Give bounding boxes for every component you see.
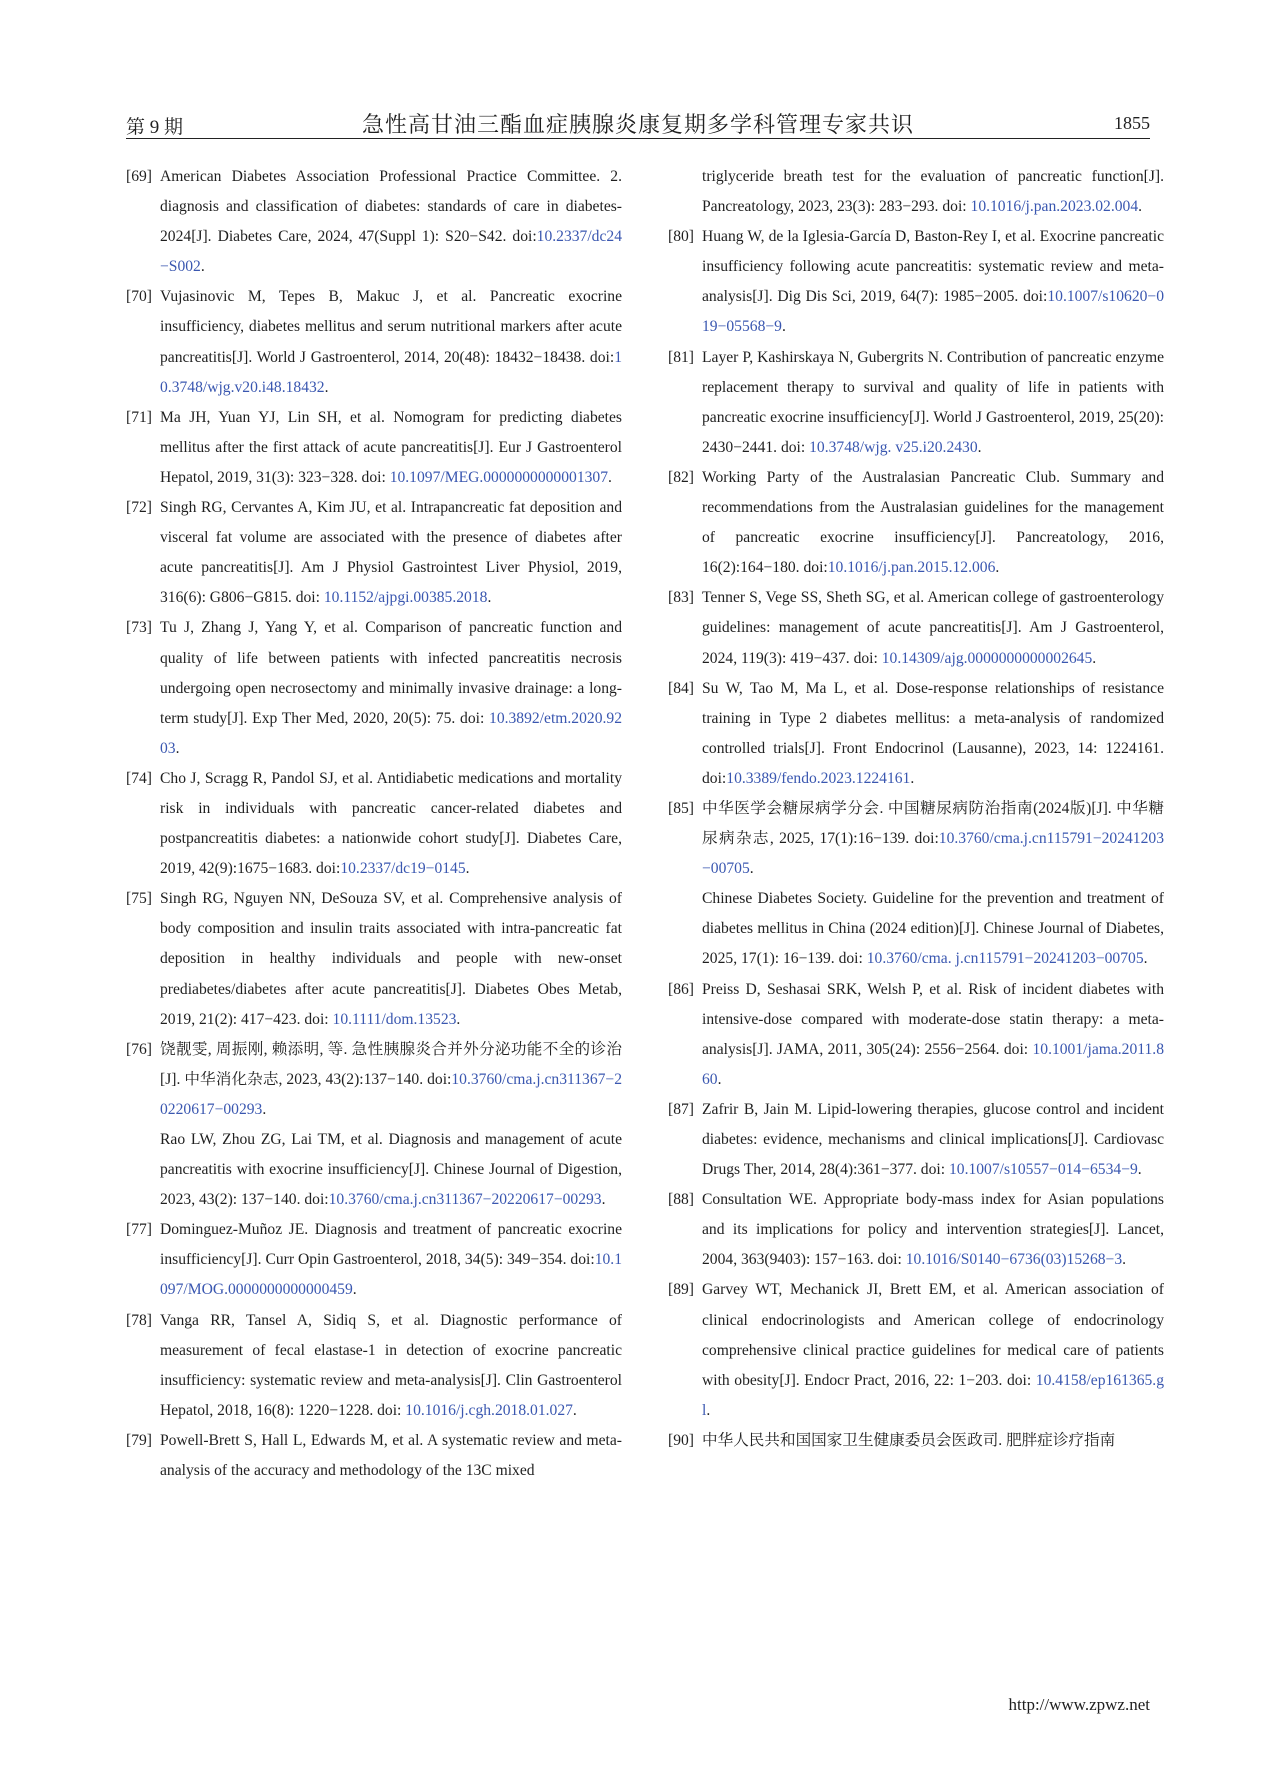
reference-number: [72] (126, 499, 152, 517)
citation-end: . (324, 378, 329, 396)
reference-number: [87] (668, 1100, 694, 1118)
citation-end: . (910, 769, 915, 787)
reference-text (702, 674, 1164, 794)
reference-item (668, 222, 1164, 342)
reference-text (160, 162, 622, 282)
reference-text (160, 1035, 622, 1125)
citation-text: Powell-Brett S, Hall L, Edwards M, et al. A systematic review and meta-analysis of the accuracy and methodology of the 13C mixed (160, 1431, 622, 1480)
doi-link[interactable]: 10.2337/dc19−0145 (340, 860, 466, 878)
citation-end: . (352, 1281, 357, 1299)
citation-end: . (1092, 649, 1097, 667)
citation-end: . (487, 589, 492, 607)
citation-text: Consultation WE. Appropriate body-mass index for Asian populations and its implications for policy and intervention strategies[J]. Lancet, 2004, 363(9403): 157−163. doi: (702, 1191, 1164, 1269)
citation-text: Tenner S, Vege SS, Sheth SG, et al. American college of gastroenterology guidelines: management of acute pancreatitis[J]. Am J Gastroenterol, 2024, 119(3): 419−437. doi: (702, 589, 1164, 667)
doi-link[interactable]: 10.1007/s10557−014−6534−9 (948, 1161, 1138, 1179)
reference-text (160, 493, 622, 613)
reference-translation (702, 884, 1164, 974)
reference-text (702, 583, 1164, 673)
reference-item (668, 1185, 1164, 1275)
reference-number: [84] (668, 679, 694, 697)
reference-number: [88] (668, 1191, 694, 1209)
reference-translation (160, 1125, 622, 1215)
reference-item (668, 463, 1164, 583)
citation-end: . (608, 468, 612, 486)
doi-link[interactable]: 10.1152/ajpgi.00385.2018 (323, 589, 488, 607)
reference-item (126, 1215, 622, 1305)
reference-column-left (126, 162, 622, 1486)
reference-item (126, 764, 622, 884)
doi-link[interactable]: 10.1016/j.pan.2015.12.006 (827, 559, 996, 577)
reference-item (126, 493, 622, 613)
citation-end: . (175, 739, 180, 757)
doi-link[interactable]: 10.1097/MOG.0000000000000459 (160, 1251, 622, 1299)
reference-number: [82] (668, 468, 694, 486)
running-header (126, 108, 1150, 139)
citation-end: . (1137, 1161, 1142, 1179)
reference-text (702, 1275, 1164, 1425)
citation-end: . (465, 860, 470, 878)
citation-text: Vanga RR, Tansel A, Sidiq S, et al. Diagnostic performance of measurement of fecal elastase-1 in detection of exocrine pancreatic insufficiency: systematic review and meta-analysis[J]. Clin Gastroenterol Hepatol, 2018, 16(8): 1220−1228. doi: (160, 1311, 622, 1419)
reference-number: [78] (126, 1311, 152, 1329)
citation-text: 饶靓雯, 周振刚, 赖添明, 等. 急性胰腺炎合并外分泌功能不全的诊治[J]. 中华消化杂志, 2023, 43(2):137−140. doi: (160, 1040, 622, 1088)
citation-text: Layer P, Kashirskaya N, Gubergrits N. Contribution of pancreatic enzyme replacement therapy to survival and quality of life in patients with pancreatic exocrine insufficiency[J]. World J Gastroenterol, 2019, 25(20): 2430−2441. doi: (702, 348, 1164, 456)
doi-link[interactable]: 10.1111/dom.13523 (332, 1010, 457, 1028)
doi-link[interactable]: 10.3760/cma.j.cn311367−20220617−00293 (328, 1191, 602, 1209)
reference-item (126, 403, 622, 493)
footer-url[interactable]: http://www.zpwz.net (1008, 1695, 1150, 1714)
citation-text: Vujasinovic M, Tepes B, Makuc J, et al. Pancreatic exocrine insufficiency, diabetes mellitus and serum nutritional markers after acute pancreatitis[J]. World J Gastroenterol, 2014, 20(48): 18432−18438. doi: (160, 288, 622, 366)
doi-link[interactable]: 10.2337/dc24−S002 (160, 228, 622, 276)
citation-text: Zafrir B, Jain M. Lipid-lowering therapies, glucose control and incident diabetes: evidence, mechanisms and clinical implications[J]. Cardiovasc Drugs Ther, 2014, 28(4):361−377. doi: (702, 1100, 1164, 1179)
reference-text (702, 222, 1164, 342)
doi-link[interactable]: 10.3748/wjg.v20.i48.18432 (160, 348, 622, 396)
reference-item (126, 1035, 622, 1216)
reference-text (160, 764, 622, 884)
reference-text (160, 403, 622, 493)
reference-number: [89] (668, 1281, 694, 1299)
doi-link[interactable]: 10.14309/ajg.0000000000002645 (881, 649, 1093, 667)
doi-link[interactable]: 10.3760/cma.j.cn311367−20220617−00293 (160, 1070, 622, 1118)
reference-number: [81] (668, 348, 694, 366)
translation-text: Chinese Diabetes Society. Guideline for the prevention and treatment of diabetes mellitus in China (2024 edition)[J]. Chinese Journal of Diabetes, 2025, 17(1): 16−139. doi: (702, 890, 1164, 968)
doi-link[interactable]: 10.3389/fendo.2023.1224161 (726, 769, 911, 787)
citation-end: . (572, 1401, 577, 1419)
reference-item (126, 1426, 622, 1486)
reference-item (126, 884, 622, 1034)
issue-label: 第 9 期 (126, 117, 184, 138)
citation-end: . (717, 1070, 722, 1088)
citation-end: . (995, 559, 1000, 577)
doi-link[interactable]: 10.3748/wjg. v25.i20.2430 (809, 438, 978, 456)
reference-number: [83] (668, 589, 694, 607)
reference-item (668, 583, 1164, 673)
reference-item (668, 162, 1164, 222)
translation-end: . (601, 1191, 606, 1209)
reference-item (126, 282, 622, 402)
reference-text (702, 1185, 1164, 1275)
reference-item (668, 1275, 1164, 1425)
reference-column-right (668, 162, 1164, 1456)
translation-text: Rao LW, Zhou ZG, Lai TM, et al. Diagnosis and management of acute pancreatitis with exocrine insufficiency[J]. Chinese Journal of Digestion, 2023, 43(2): 137−140. doi: (160, 1131, 622, 1209)
page-number: 1855 (1114, 113, 1150, 133)
citation-end: . (749, 860, 754, 878)
reference-item (126, 1306, 622, 1426)
citation-text: American Diabetes Association Professional Practice Committee. 2. diagnosis and classification of diabetes: standards of care in diabetes-2024[J]. Diabetes Care, 2024, 47(Suppl 1): S20−S42. doi: (160, 168, 622, 246)
citation-end: . (706, 1401, 711, 1419)
reference-number: [85] (668, 799, 694, 817)
reference-text (702, 162, 1164, 222)
citation-text: Singh RG, Cervantes A, Kim JU, et al. Intrapancreatic fat deposition and visceral fat volume are associated with the presence of diabetes after acute pancreatitis[J]. Am J Physiol Gastrointest Liver Physiol, 2019, 316(6): G806−G815. doi: (160, 499, 622, 607)
reference-item (668, 674, 1164, 794)
doi-link[interactable]: 10.1016/j.pan.2023.02.004 (970, 198, 1139, 216)
reference-text (160, 613, 622, 763)
citation-text: Preiss D, Seshasai SRK, Welsh P, et al. Risk of incident diabetes with intensive-dose compared with moderate-dose statin therapy: a meta-analysis[J]. JAMA, 2011, 305(24): 2556−2564. doi: (702, 980, 1164, 1058)
reference-item (668, 343, 1164, 463)
citation-end: . (1122, 1251, 1127, 1269)
doi-link[interactable]: 10.3760/cma. j.cn115791−20241203−00705 (866, 950, 1144, 968)
doi-link[interactable]: 10.1001/jama.2011.860 (702, 1040, 1164, 1088)
reference-text (702, 794, 1164, 884)
doi-link[interactable]: 10.3892/etm.2020.9203 (160, 709, 622, 757)
citation-end: . (977, 438, 982, 456)
reference-text (702, 1095, 1164, 1185)
doi-link[interactable]: 10.1007/s10620−019−05568−9 (702, 288, 1164, 336)
citation-text: Su W, Tao M, Ma L, et al. Dose-response relationships of resistance training in Type 2 diabetes mellitus: a meta-analysis of randomized controlled trials[J]. Front Endocrinol (Lausanne), 2023, 14: 1224161. doi: (702, 679, 1164, 787)
reference-number: [71] (126, 408, 152, 426)
reference-item (668, 794, 1164, 975)
citation-text: Ma JH, Yuan YJ, Lin SH, et al. Nomogram for predicting diabetes mellitus after the first attack of acute pancreatitis[J]. Eur J Gastroenterol Hepatol, 2019, 31(3): 323−328. doi: (160, 408, 622, 486)
reference-text (160, 1426, 622, 1486)
reference-text (160, 884, 622, 1034)
translation-end: . (1143, 950, 1148, 968)
reference-item (668, 1426, 1164, 1456)
citation-end: . (200, 258, 205, 276)
doi-link[interactable]: 10.1016/j.cgh.2018.01.027 (405, 1401, 573, 1419)
reference-text (702, 975, 1164, 1095)
citation-text: Dominguez-Muñoz JE. Diagnosis and treatment of pancreatic exocrine insufficiency[J]. Curr Opin Gastroenterol, 2018, 34(5): 349−354. doi: (160, 1221, 622, 1269)
citation-text: Working Party of the Australasian Pancreatic Club. Summary and recommendations from the Australasian guidelines for the management of pancreatic exocrine insufficiency[J]. Pancreatology, 2016, 16(2):164−180. doi: (702, 468, 1164, 577)
doi-link[interactable]: 10.1097/MEG.0000000000001307 (389, 468, 608, 486)
reference-number: [77] (126, 1221, 152, 1239)
citation-text: triglyceride breath test for the evaluation of pancreatic function[J]. Pancreatology, 2023, 23(3): 283−293. doi: (702, 168, 1164, 216)
reference-number: [73] (126, 619, 152, 637)
reference-item (126, 613, 622, 763)
citation-text: 中华医学会糖尿病学分会. 中国糖尿病防治指南(2024版)[J]. 中华糖尿病杂志, 2025, 17(1):16−139. doi: (702, 799, 1164, 848)
reference-number: [79] (126, 1431, 152, 1449)
reference-number: [70] (126, 288, 152, 306)
citation-end: . (781, 318, 786, 336)
citation-end: . (1138, 198, 1143, 216)
reference-number: [69] (126, 168, 152, 185)
citation-text: Singh RG, Nguyen NN, DeSouza SV, et al. Comprehensive analysis of body composition and insulin traits associated with intra-pancreatic fat deposition in healthy individuals and people with new-onset prediabetes/diabetes after acute pancreatitis[J]. Diabetes Obes Metab, 2019, 21(2): 417−423. doi: (160, 890, 622, 1028)
doi-link[interactable]: 10.4158/ep161365.gl (702, 1371, 1164, 1419)
citation-end: . (262, 1100, 267, 1118)
reference-number: [86] (668, 980, 694, 998)
reference-text (702, 1426, 1164, 1456)
reference-text (160, 1215, 622, 1305)
reference-item (668, 1095, 1164, 1185)
reference-item (126, 162, 622, 282)
reference-text (702, 463, 1164, 583)
reference-number: [90] (668, 1431, 694, 1449)
reference-item (668, 975, 1164, 1095)
reference-text (702, 343, 1164, 463)
citation-text: Huang W, de la Iglesia-García D, Baston-Rey I, et al. Exocrine pancreatic insufficiency following acute pancreatitis: systematic review and meta-analysis[J]. Dig Dis Sci, 2019, 64(7): 1985−2005. doi: (702, 228, 1164, 306)
reference-number: [75] (126, 890, 152, 908)
reference-text (160, 1306, 622, 1426)
citation-text: Garvey WT, Mechanick JI, Brett EM, et al. American association of clinical endocrinologists and American college of endocrinology comprehensive clinical practice guidelines for medical care of patients with obesity[J]. Endocr Pract, 2016, 22: 1−203. doi: (702, 1281, 1164, 1389)
reference-number: [76] (126, 1040, 152, 1058)
reference-number: [74] (126, 769, 152, 787)
journal-article-title: 急性高甘油三酯血症胰腺炎康复期多学科管理专家共识 (361, 112, 914, 137)
doi-link[interactable]: 10.3760/cma.j.cn115791−20241203−00705 (702, 830, 1164, 878)
reference-number: [80] (668, 228, 694, 246)
reference-text (160, 282, 622, 402)
citation-text: 中华人民共和国国家卫生健康委员会医政司. 肥胖症诊疗指南 (702, 1431, 1116, 1449)
citation-text: Cho J, Scragg R, Pandol SJ, et al. Antidiabetic medications and mortality risk in individuals with pancreatic cancer-related diabetes and postpancreatitis diabetes: a nationwide cohort study[J]. Diabetes Care, 2019, 42(9):1675−1683. doi: (160, 769, 622, 878)
citation-text: Tu J, Zhang J, Yang Y, et al. Comparison of pancreatic function and quality of life between patients with infected pancreatitis necrosis undergoing open necrosectomy and minimally invasive drainage: a long-term study[J]. Exp Ther Med, 2020, 20(5): 75. doi: (160, 619, 622, 727)
doi-link[interactable]: 10.1016/S0140−6736(03)15268−3 (905, 1251, 1123, 1269)
citation-end: . (456, 1010, 461, 1028)
